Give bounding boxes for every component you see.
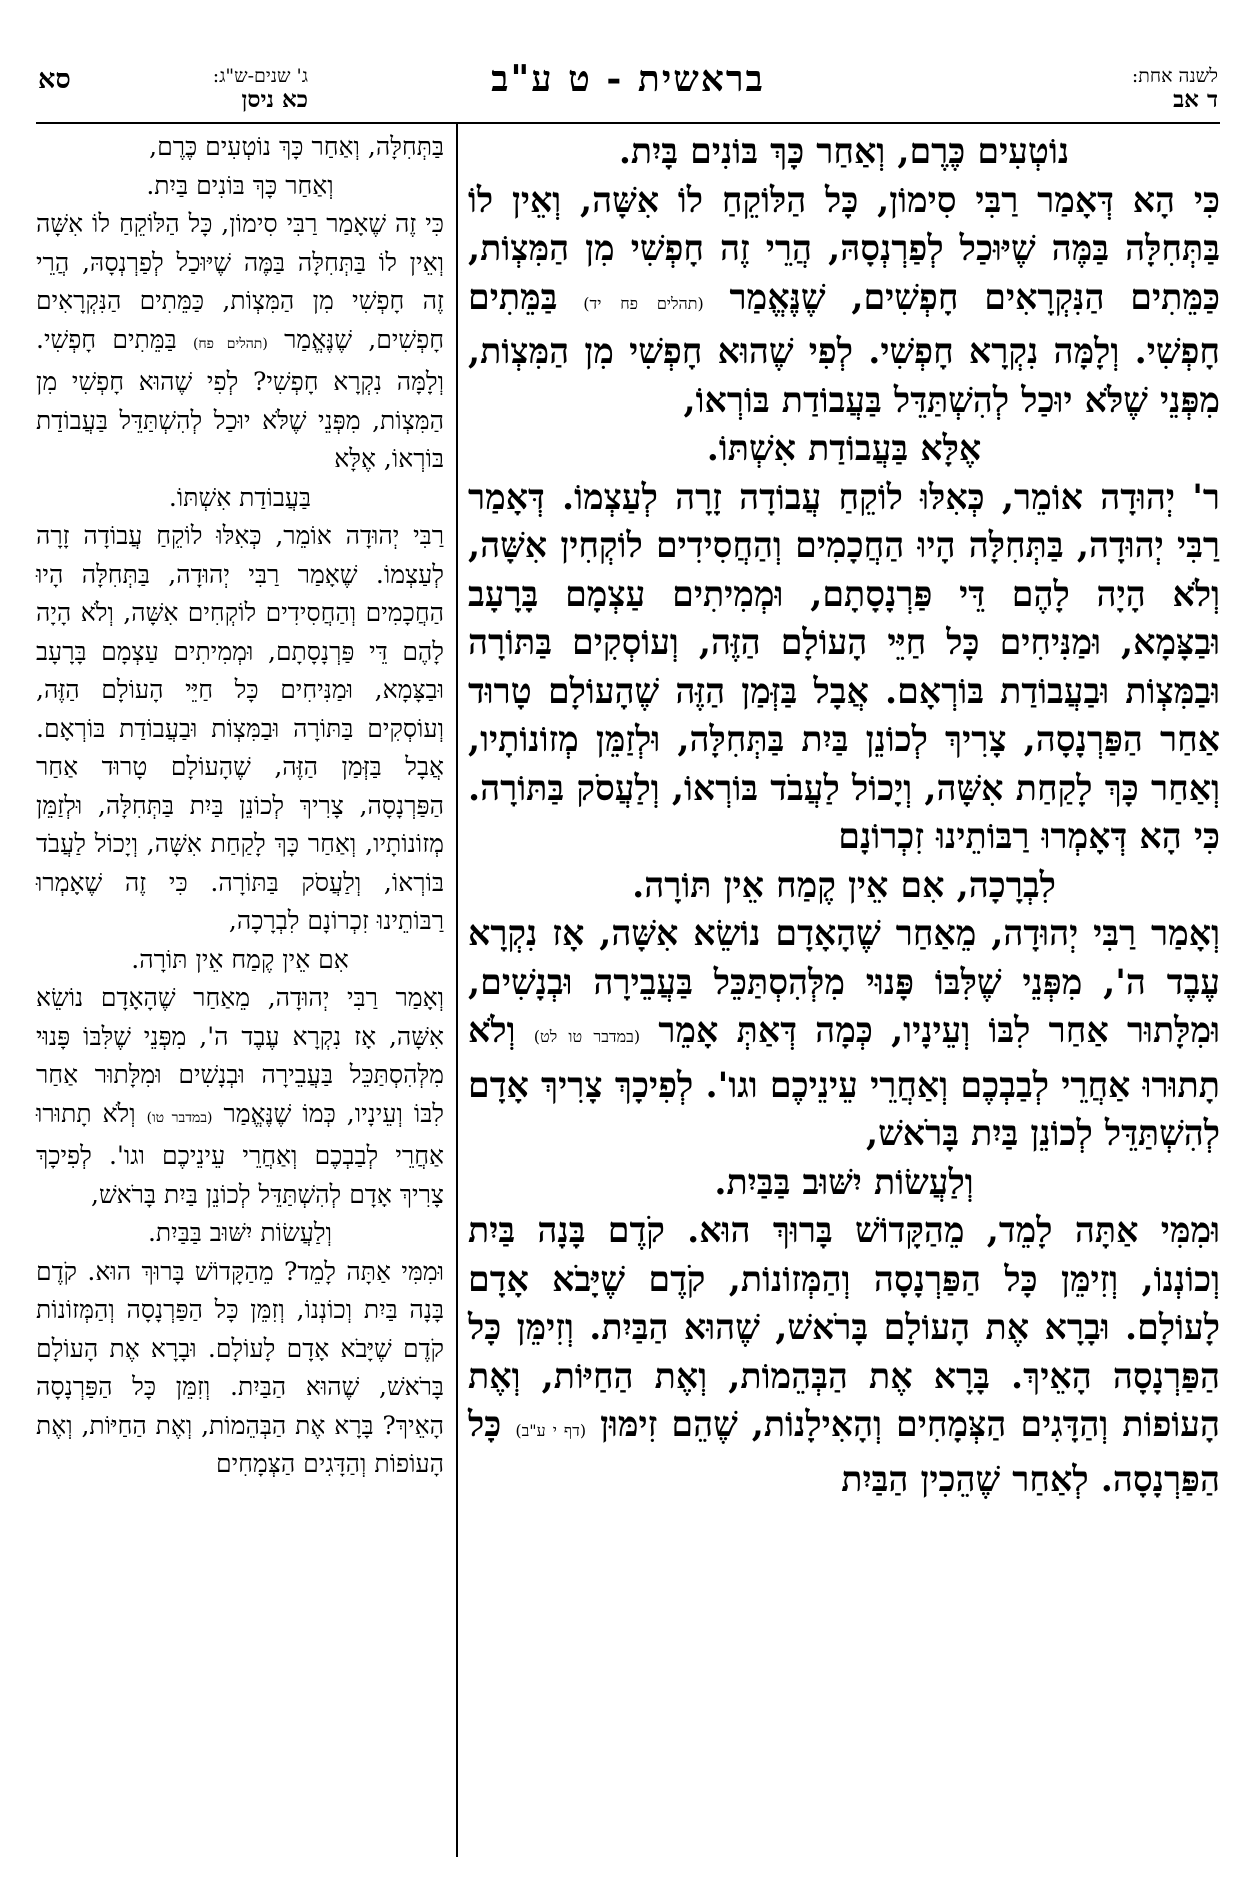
page-header (38, 58, 1218, 118)
main-p4-closing: וְלַעֲשׂוֹת יִשּׁוּב בַּבַּיִת. (714, 1161, 974, 1203)
main-p4-text-b: וְלֹא תָתוּרוּ אַחֲרֵי לְבַבְכֶם וְאַחֲרֵי עֵינֵיכֶם וגו'. לְפִיכָךְ צָרִיךְ אָדָם לְהִשְׁתַּדֵּל לְכוֹנֵן בַּיִת בָּרֹאשׁ, (468, 1010, 1220, 1154)
main-p2-text-b: בַּמֵּתִים חָפְשִׁי. וְלָמָּה נִקְרָא חָפְשִׁי. לְפִי שֶׁהוּא חָפְשִׁי מִן הַמִּצְוֹת, מִפְּנֵי שֶׁלֹּא יוּכַל לְהִשְׁתַּדֵּל בַּעֲבוֹדַת בּוֹרְאוֹ, (468, 276, 1220, 421)
main-paragraph-4 (468, 910, 1220, 1159)
main-p5-text-b: כָּל הַפַּרְנָסָה. לְאַחַר שֶׁהֵכִין הַבַּיִת (468, 1404, 1220, 1500)
side-paragraph-4 (36, 979, 444, 1214)
side-p2-closing: בַּעֲבוֹדַת אִשְׁתּוֹ. (168, 482, 312, 512)
side-p2-text-a: כִּי זֶה שֶׁאָמַר רַבִּי סִימוֹן, כָּל הַלּוֹקֵחַ לוֹ אִשָּׁה וְאֵין לוֹ בַּתְּחִלָּה בַּמֶּה שֶׁיּוּכַל לְפַרְנְסָהּ, הֲרֵי זֶה חָפְשִׁי מִן הַמִּצְוֹת, כַּמֵּתִים הַנִּקְרָאִים חָפְשִׁים, שֶׁנֶּאֱמַר (36, 209, 444, 354)
side-column (36, 128, 444, 1484)
header-right-line2: ד אב (1173, 86, 1218, 113)
page-title: בראשית - ט ע"ב (491, 58, 765, 100)
side-p2-text-b: בַּמֵּתִים חָפְשִׁי. וְלָמָּה נִקְרָא חָפְשִׁי? לְפִי שֶׁהוּא חָפְשִׁי מִן הַמִּצְוֹת, מִפְּנֵי שֶׁלֹּא יוּכַל לְהִשְׁתַּדֵּל בַּעֲבוֹדַת בּוֹרְאוֹ, אֶלָּא (36, 324, 444, 473)
main-p4-reference: (במדבר טו לט) (533, 1027, 641, 1046)
main-p5-text-a: וּמִמִּי אַתָּה לָמֵד, מֵהַקָּדוֹשׁ בָּרוּךְ הוּא. קֹדֶם בָּנָה בַּיִת וְכוֹנְנוֹ, וְזִימֵּן כָּל הַפַּרְנָסָה וְהַמְּזוֹנוֹת, קֹדֶם שֶׁיָּבֹא אָדָם לָעוֹלָם. וּבָרָא אֶת הָעוֹלָם בָּרֹאשׁ, שֶׁהוּא הַבַּיִת. וְזִימֵּן כָּל הַפַּרְנָסָה הָאֵיךְ. בָּרָא אֶת הַבְּהֵמוֹת, וְאֶת הַחַיּוֹת, וְאֶת הָעוֹפוֹת וְהַדָּגִים הַצְּמָחִים וְהָאִילָנוֹת, שֶׁהֵם זִימּוּן (468, 1210, 1220, 1445)
main-p3-closing: לִבְרָכָה, אִם אֵין קֶמַח אֵין תּוֹרָה. (632, 864, 1056, 906)
header-left-line2: כא ניסן (241, 86, 308, 113)
side-p4-reference: (במדבר טו) (146, 1109, 213, 1126)
main-p2-reference: (תהלים פח יד) (583, 293, 704, 313)
side-p1-closing: וְאַחַר כָּךְ בּוֹנִים בַּיִת. (146, 170, 334, 200)
side-paragraph-2 (36, 205, 444, 479)
main-p4-text-a: וְאָמַר רַבִּי יְהוּדָה, מֵאַחַר שֶׁהָאָדָם נוֹשֵׂא אִשָּׁה, אָז נִקְרָא עֶבֶד ה', מִפְּנֵי שֶׁלִּבּוֹ פָּנוּי מִלְּהִסְתַּכֵּל בַּעֲבֵירָה וּבְנָשִׁים, וּמִלָּתוּר אַחַר לִבּוֹ וְעֵינָיו, כְּמָה דְּאַתְּ אָמֵר (468, 913, 1220, 1051)
header-right-line1: לשנה אחת: (1131, 65, 1218, 87)
side-p4-text-a: וְאָמַר רַבִּי יְהוּדָה, מֵאַחַר שֶׁהָאָדָם נוֹשֵׂא אִשָּׁה, אָז נִקְרָא עֶבֶד ה', מִפְּנֵי שֶׁלִּבּוֹ פָּנוּי מִלְּהִסְתַּכֵּל בַּעֲבֵירָה וּבְנָשִׁים וּמִלָּתוּר אַחַר לִבּוֹ וְעֵינָיו, כְּמוֹ שֶׁנֶּאֱמַר (36, 983, 445, 1128)
side-paragraph-5: וּמִמִּי אַתָּה לָמֵד? מֵהַקָּדוֹשׁ בָּרוּךְ הוּא. קֹדֶם בָּנָה בַּיִת וְכוֹנְנוֹ, וְזִמֵּן כָּל הַפַּרְנָסָה וְהַמְּזוֹנוֹת קֹדֶם שֶׁיָּבֹא אָדָם לָעוֹלָם. וּבָרָא אֶת הָעוֹלָם בָּרֹאשׁ, שֶׁהוּא הַבַּיִת. וְזִמֵּן כָּל הַפַּרְנָסָה הָאֵיךְ? בָּרָא אֶת הַבְּהֵמוֹת, וְאֶת הַחַיּוֹת, וְאֶת הָעוֹפוֹת וְהַדָּגִים הַצְּמָחִים (36, 1256, 444, 1478)
main-p5-reference: (דף י ע"ב) (515, 1421, 587, 1440)
side-paragraph-3: רַבִּי יְהוּדָה אוֹמֵר, כְּאִלּוּ לוֹקֵחַ עֲבוֹדָה זָרָה לְעַצְמוֹ. שֶׁאָמַר רַבִּי יְהוּדָה, בַּתְּחִלָּה הָיוּ הַחֲכָמִים וְהַחֲסִידִים לוֹקְחִים אִשָּׁה, וְלֹא הָיָה לָהֶם דֵּי פַּרְנָסָתָם, וּמְמִיתִים עַצְמָם בָּרָעָב וּבַצָּמָא, וּמַנִּיחִים כָּל חַיֵּי הָעוֹלָם הַזֶּה, וְעוֹסְקִים בַּתּוֹרָה וּבַמִּצְוֹת וּבַעֲבוֹדַת בּוֹרְאָם. אֲבָל בַּזְּמַן הַזֶּה, שֶׁהָעוֹלָם טָרוּד אַחַר הַפַּרְנָסָה, צָרִיךְ לְכוֹנֵן בַּיִת בַּתְּחִלָּה, וּלְזַמֵּן מְזוֹנוֹתָיו, וְאַחַר כָּךְ לָקַחַת אִשָּׁה, וְיָכוֹל לַעֲבֹד בּוֹרְאוֹ, וְלַעֲסֹק בַּתּוֹרָה. כִּי זֶה שֶׁאָמְרוּ רַבּוֹתֵינוּ זִכְרוֹנָם לִבְרָכָה, (36, 521, 444, 935)
main-p2-text-a: כִּי הָא דְּאָמַר רַבִּי סִימוֹן, כָּל הַלּוֹקֵחַ לוֹ אִשָּׁה, וְאֵין לוֹ בַּתְּחִלָּה בַּמֶּה שֶׁיּוּכַל לְפַרְנְסָהּ, הֲרֵי זֶה חָפְשִׁי מִן הַמִּצְוֹת, כַּמֵּתִים הַנִּקְרָאִים חָפְשִׁים, שֶׁנֶּאֱמַר (468, 179, 1220, 318)
header-left-line1: ג' שנים-ש"ג: (212, 65, 308, 87)
main-paragraph-5 (468, 1207, 1220, 1504)
main-paragraph-3: ר' יְהוּדָה אוֹמֵר, כְּאִלּוּ לוֹקֵחַ עֲבוֹדָה זָרָה לְעַצְמוֹ. דְּאָמַר רַבִּי יְהוּדָה, בַּתְּחִלָּה הָיוּ הַחֲכָמִים וְהַחֲסִידִים לוֹקְחִין אִשָּׁה, וְלֹא הָיָה לָהֶם דֵּי פַּרְנָסָתָם, וּמְמִיתִים עַצְמָם בָּרָעָב וּבַצָּמָא, וּמַנִּיחִים כָּל חַיֵּי הָעוֹלָם הַזֶּה, וְעוֹסְקִים בַּתּוֹרָה וּבַמִּצְוֹת וּבַעֲבוֹדַת בּוֹרְאָם. אֲבָל בַּזְּמַן הַזֶּה שֶׁהָעוֹלָם טָרוּד אַחַר הַפַּרְנָסָה, צָרִיךְ לְכוֹנֵן בַּיִת בַּתְּחִלָּה, וּלְזַמֵּן מְזוֹנוֹתָיו, וְאַחַר כָּךְ לָקַחַת אִשָּׁה, וְיָכוֹל לַעֲבֹד בּוֹרְאוֹ, וְלַעֲסֹק בַּתּוֹרָה. כִּי הָא דְּאָמְרוּ רַבּוֹתֵינוּ זִכְרוֹנָם (468, 476, 1220, 857)
main-paragraph-1: נוֹטְעִים כֶּרֶם, וְאַחַר כָּךְ בּוֹנִים בָּיִת. (618, 131, 1070, 172)
page-number: סא (38, 64, 71, 95)
side-p2-reference: (תהלים פח) (192, 335, 268, 352)
main-p2-closing: אֶלָּא בַּעֲבוֹדַת אִשְׁתּוֹ. (706, 428, 982, 469)
side-paragraph-1: בַּתְּחִלָּה, וְאַחַר כָּךְ נוֹטְעִים כֶּרֶם, (149, 132, 444, 161)
main-paragraph-2 (468, 177, 1220, 426)
header-left-text (213, 64, 308, 112)
main-column (468, 128, 1220, 1504)
header-divider (36, 122, 1220, 124)
side-p4-text-b: וְלֹא תָתוּרוּ אַחֲרֵי לְבַבְכֶם וְאַחֲרֵי עֵינֵיכֶם וגו'. לְפִיכָךְ צָרִיךְ אָדָם לְהִשְׁתַּדֵּל לְכוֹנֵן בַּיִת בָּרֹאשׁ, (36, 1098, 444, 1209)
side-p4-closing: וְלַעֲשׂוֹת יִשּׁוּב בַּבַּיִת. (147, 1218, 333, 1247)
side-p3-closing: אִם אֵין קֶמַח אֵין תּוֹרָה. (131, 944, 349, 974)
column-divider (456, 122, 458, 1857)
